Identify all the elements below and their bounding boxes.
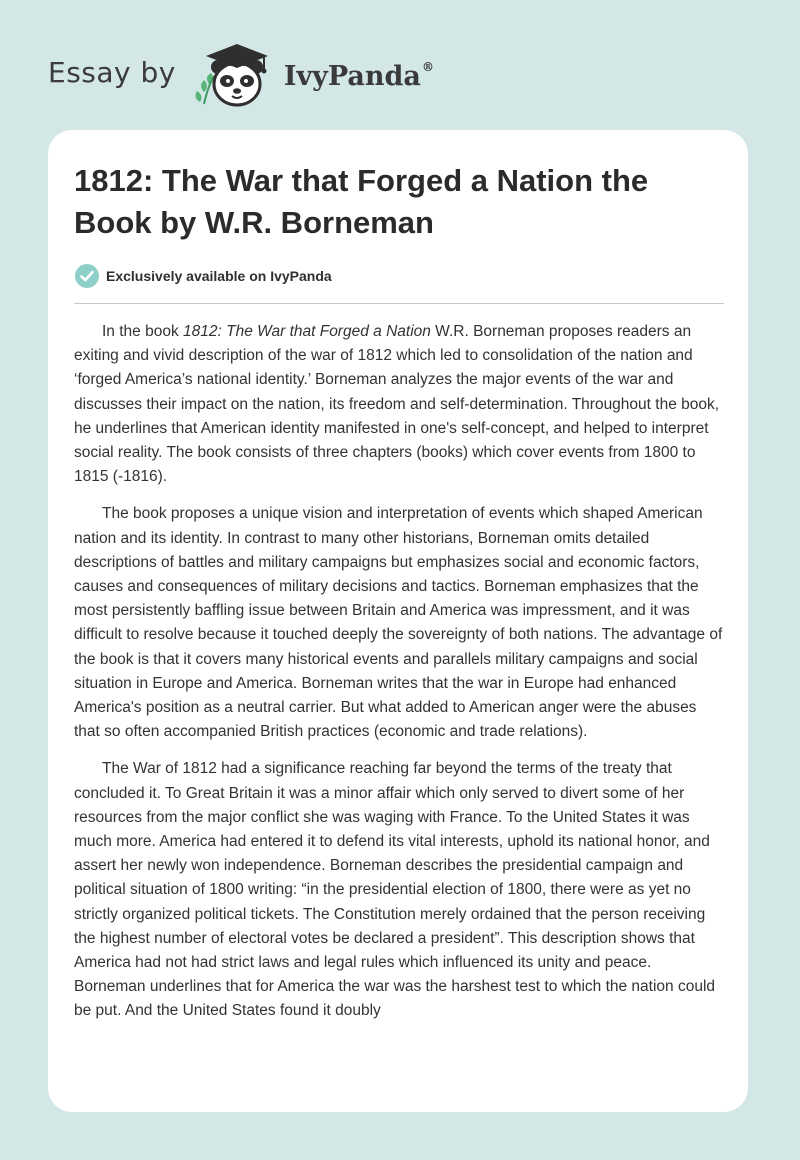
exclusive-badge	[74, 263, 332, 289]
essay-by-label: Essay by	[48, 55, 176, 89]
book-title-italic: 1812: The War that Forged a Nation	[183, 323, 431, 340]
site-header	[48, 40, 434, 110]
paragraph-3: The War of 1812 had a significance reaching far beyond the terms of the treaty that concluded it. To Great Britain it was a minor affair which only served to divert some of her resources from the major conflict she was waging with France. To the United States it was much more. America had entered it to defend its vital interests, uphold its national honor, and assert her newly won independence. Borneman describes the presidential campaign and political situation of 1800 writing: “in the presidential election of 1800, there were as yet no strictly organized political tickets. The Constitution merely ordained that the person receiving the highest number of electoral votes be declared a president”. This description shows that America had not had strict laws and legal rules which influenced its unity and peace. Borneman underlines that for America the war was the harshest test to which the nation could be put. And the United States found it doubly	[74, 760, 716, 1020]
ivypanda-wordmark[interactable]	[284, 60, 434, 92]
check-circle-icon	[74, 263, 100, 289]
paragraph-1-lead: In the book	[102, 323, 184, 340]
essay-body	[74, 320, 724, 1037]
divider	[74, 303, 724, 304]
paragraph-1-rest: W.R. Borneman proposes readers an exiting and vivid description of the war of 1812 which led to consolidation of the nation and ‘forged America’s national identity.’ Borneman analyzes the major events of the war and discusses their impact on the nation, its freedom and self-determination. Throughout the book, he underlines that American identity manifested in one's self-concept, and helped to interpret social reality. The book consists of three chapters (books) which cover events from 1800 to 1815 (-1816).	[74, 323, 720, 486]
panda-graduate-logo-icon[interactable]	[190, 40, 280, 110]
logo-text: IvyPanda	[283, 61, 421, 92]
registered-mark: ®	[421, 60, 434, 74]
badge-text: Exclusively available on IvyPanda	[106, 268, 332, 284]
essay-title: 1812: The War that Forged a Nation the Book by W.R. Borneman	[74, 163, 649, 240]
essay-card	[48, 130, 748, 1112]
paragraph-2: The book proposes a unique vision and interpretation of events which shaped American nation and its identity. In contrast to many other historians, Borneman omits detailed descriptions of battles and military campaigns but emphasizes social and economic factors, causes and consequences of military decisions and tactics. Borneman emphasizes that the most persistently baffling issue between Britain and America was impressment, and it was difficult to resolve because it touched deeply the sovereignty of both nations. The advantage of the book is that it covers many historical events and parallels military campaigns and social situation in Europe and America. Borneman writes that the war in Europe had enhanced America's position as a neutral carrier. But what added to American anger were the abuses that so often accompanied British practices (economic and trade relations).	[74, 505, 723, 741]
paragraph-1	[74, 320, 724, 489]
